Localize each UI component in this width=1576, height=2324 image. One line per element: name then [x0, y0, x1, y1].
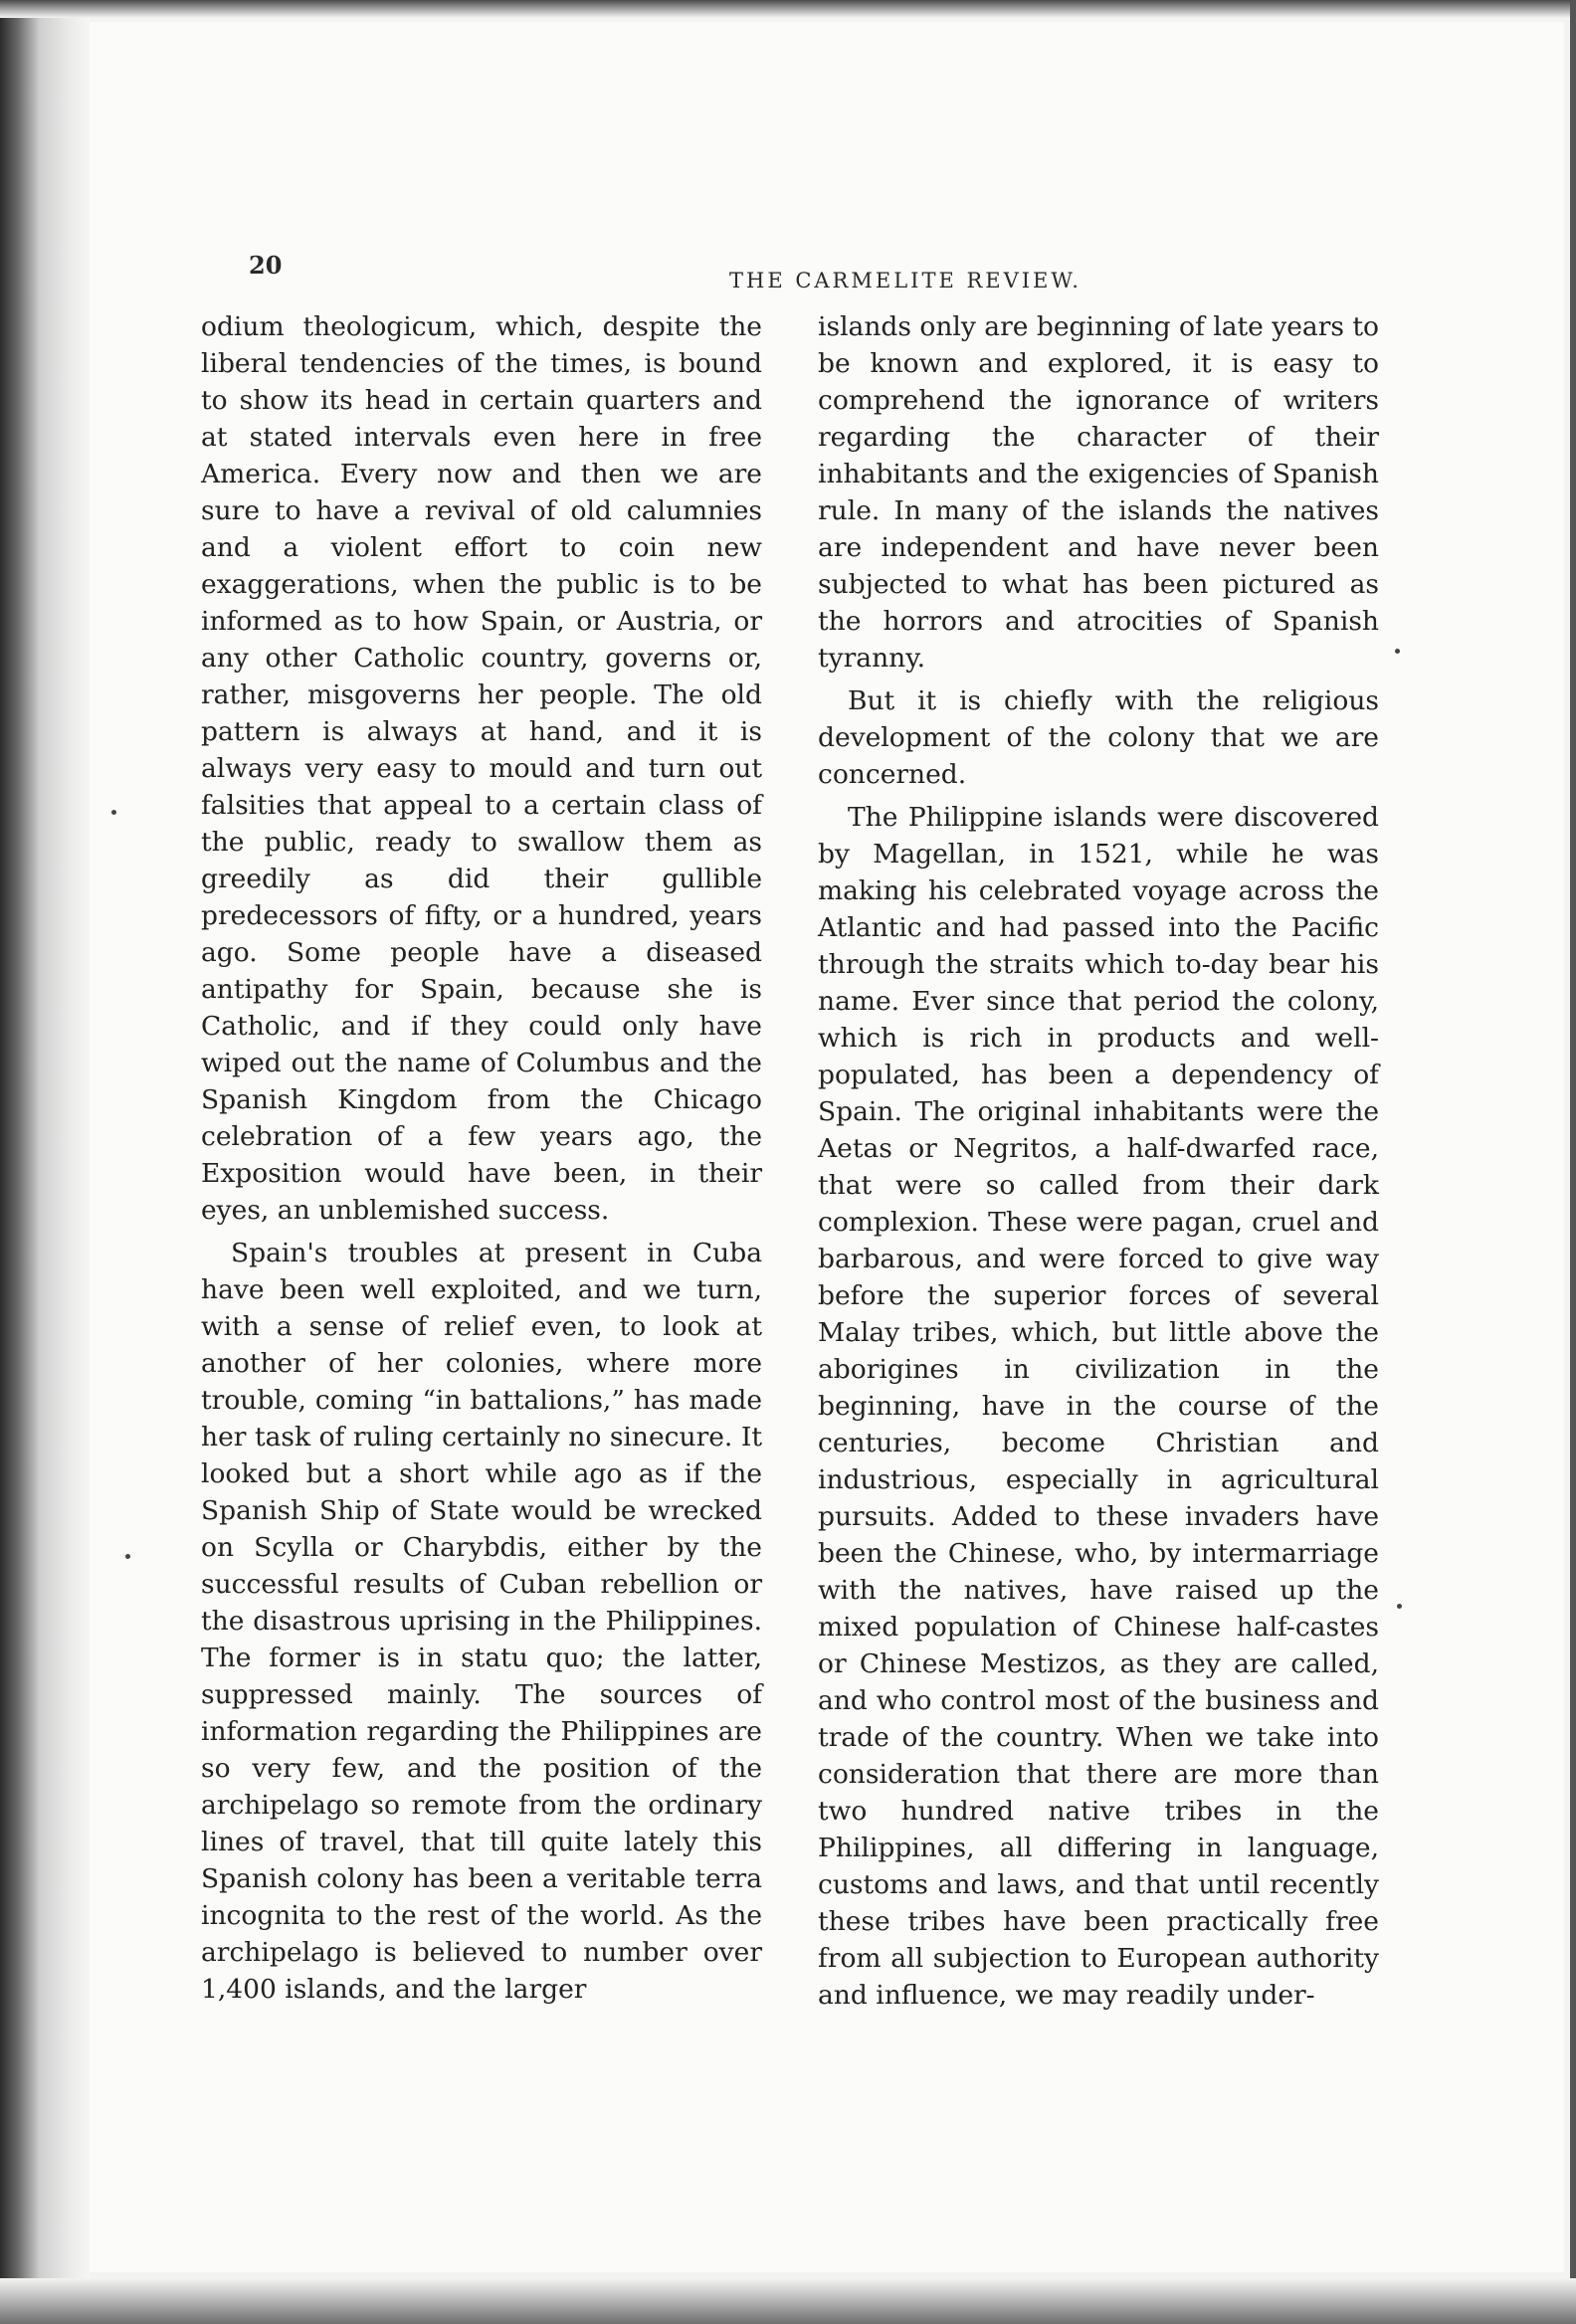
paragraph: Spain's troubles at present in Cuba have been well exploited, and we turn, with a sense of relief even, to look at another of her colonies, where more trouble, coming “in battalions,” has made her task of ruling certainly no sinecure. It looked but a short while ago as if the Spanish Ship of State would be wrecked on Scylla or Charybdis, either by the successful results of Cuban rebellion or the disastrous uprising in the Philippines. The former is in statu quo; the latter, suppressed mainly. The sources of information regarding the Philippines are so very few, and the position of the archipelago so remote from the ordinary lines of travel, that till quite lately this Spanish colony has been a veritable terra incognita to the rest of the world. As the archipelago is believed to number over 1,400 islands, and the larger: [201, 1238, 762, 2005]
scan-border-top: [0, 0, 1576, 18]
scan-speck: [125, 1554, 130, 1559]
text-column-left: [201, 308, 762, 2008]
document-page: [90, 22, 1564, 2272]
page-number: 20: [249, 251, 283, 280]
running-head: THE CARMELITE REVIEW.: [729, 269, 1082, 292]
paragraph: islands only are beginning of late years to be known and explored, it is easy to comprehend the ignorance of writers regarding the character of their inhabitants and the exigencies of Spanish rule. In many of the islands the natives are independent and have never been subjected to what has been pictured as the horrors and atrocities of Spanish tyranny.: [818, 311, 1379, 674]
page-header: [90, 247, 1564, 296]
scan-speck: [1397, 1604, 1402, 1609]
paragraph: odium theologicum, which, despite the liberal tendencies of the times, is bound to show its head in certain quarters and at stated intervals even here in free America. Every now and then we are sure to have a revival of old calumnies and a violent effort to coin new exaggerations, when the public is to be informed as to how Spain, or Austria, or any other Catholic country, governs or, rather, misgoverns her people. The old pattern is always at hand, and it is always very easy to mould and turn out falsities that appeal to a certain class of the public, ready to swallow them as greedily as did their gullible predecessors of fifty, or a hundred, years ago. Some people have a diseased antipathy for Spain, because she is Catholic, and if they could only have wiped out the name of Columbus and the Spanish Kingdom from the Chicago celebration of a few years ago, the Exposition would have been, in their eyes, an unblemished success.: [201, 311, 762, 1226]
paragraph: But it is chiefly with the religious development of the colony that we are concerned.: [818, 685, 1379, 790]
scan-border-right: [1570, 0, 1576, 2324]
scan-border-bottom: [0, 2278, 1576, 2324]
text-column-right: [818, 308, 1379, 2014]
scan-speck: [111, 810, 116, 815]
scan-speck: [1395, 649, 1400, 654]
scan-border-left: [0, 0, 90, 2324]
paragraph: The Philippine islands were discovered by Magellan, in 1521, while he was making his celebrated voyage across the Atlantic and had passed into the Pacific through the straits which to-day bear his name. Ever since that period the colony, which is rich in products and well-populated, has been a dependency of Spain. The original inhabitants were the Aetas or Negritos, a half-dwarfed race, that were so called from their dark complexion. These were pagan, cruel and barbarous, and were forced to give way before the superior forces of several Malay tribes, which, but little above the aborigines in civilization in the beginning, have in the course of the centuries, become Christian and industrious, especially in agricultural pursuits. Added to these invaders have been the Chinese, who, by intermarriage with the natives, have raised up the mixed population of Chinese half-castes or Chinese Mestizos, as they are called, and who control most of the business and trade of the country. When we take into consideration that there are more than two hundred native tribes in the Philippines, all differing in language, customs and laws, and that until recently these tribes have been practically free from all subjection to European authority and influence, we may readily under-: [818, 802, 1379, 2011]
